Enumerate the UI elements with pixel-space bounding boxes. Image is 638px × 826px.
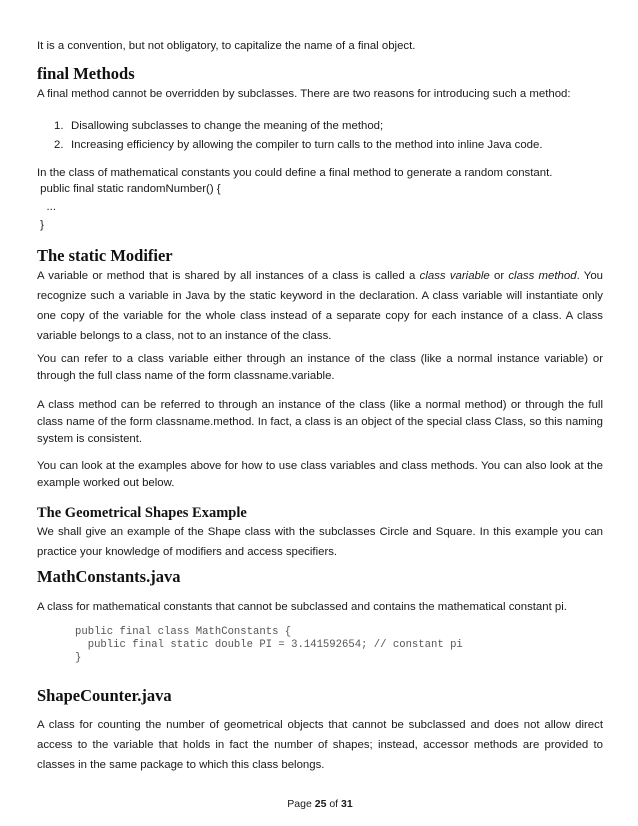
page-current: 25 [314, 798, 327, 810]
random-number-code: public final static randomNumber() { ... } [37, 183, 221, 231]
static-modifier-heading: The static Modifier [37, 246, 173, 265]
final-methods-list [54, 117, 603, 155]
final-methods-after: In the class of mathematical constants you could define a final method to generate a random constant. [37, 167, 553, 179]
shape-counter-text: A class for counting the number of geometrical objects that cannot be subclassed and does not allow direct access to the variable that holds in fact the number of shapes; instead, accessor methods are provided to classes in the same package to which this class belongs. [37, 719, 603, 771]
document-page [37, 0, 603, 826]
static-p4: You can look at the examples above for how to use class variables and class methods. You can also look at the example worked out below. [37, 460, 603, 489]
math-constants-text: A class for mathematical constants that cannot be subclassed and contains the mathematical constant pi. [37, 601, 567, 613]
page-footer: Page 25 of 31 [287, 798, 353, 810]
shapes-example-heading: The Geometrical Shapes Example [37, 505, 247, 521]
static-p1: A variable or method that is shared by all instances of a class is called a class variable or class method. You recognize such a variable in Java by the static keyword in the declaration. A class variable will instantiate only one copy of the variable for the whole class instead of a separate copy for each instance of a class. A class variable belongs to a class, not to an instance of the class. [37, 270, 603, 342]
shape-counter-heading: ShapeCounter.java [37, 686, 172, 705]
page-total: 31 [341, 798, 353, 810]
final-methods-intro: A final method cannot be overridden by subclasses. There are two reasons for introducing such a method: [37, 88, 571, 100]
list-item: 2. Increasing efficiency by allowing the compiler to turn calls to the method into inline Java code. [54, 139, 543, 151]
static-p3: A class method can be referred to through an instance of the class (like a normal method) or through the full class name of the form classname.method. In fact, a class is an object of the special class Class, so this naming system is consistent. [37, 399, 603, 445]
math-constants-code: public final class MathConstants { public final static double PI = 3.141592654; // constant pi } [75, 626, 463, 664]
math-constants-heading: MathConstants.java [37, 567, 181, 586]
static-p2: You can refer to a class variable either through an instance of the class (like a normal instance variable) or through the full class name of the form classname.variable. [37, 353, 603, 382]
final-methods-heading: final Methods [37, 64, 135, 83]
list-item: 1. Disallowing subclasses to change the meaning of the method; [54, 120, 384, 132]
shapes-example-text: We shall give an example of the Shape class with the subclasses Circle and Square. In this example you can practice your knowledge of modifiers and access specifiers. [37, 526, 603, 558]
intro-line: It is a convention, but not obligatory, to capitalize the name of a final object. [37, 40, 416, 52]
